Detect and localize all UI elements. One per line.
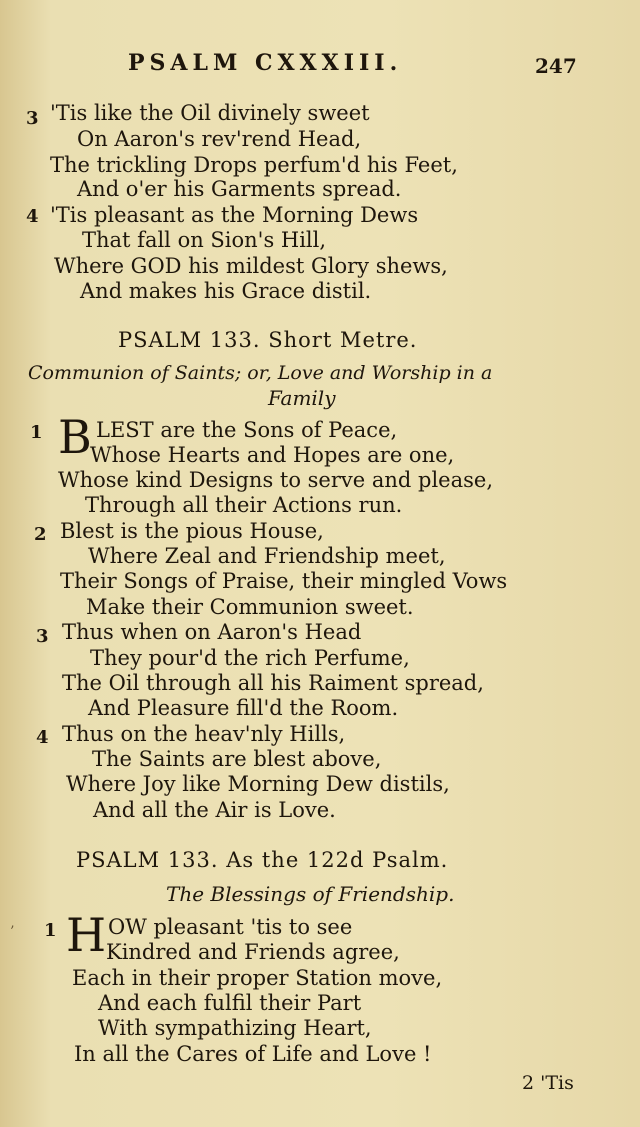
drop-cap: H bbox=[66, 908, 107, 962]
section-heading: PSALM 133. As the 122d Psalm. bbox=[76, 848, 449, 872]
verse-line: The trickling Drops perfum'd his Feet, bbox=[50, 153, 458, 177]
section-subtitle: Communion of Saints; or, Love and Worship in a bbox=[28, 362, 493, 384]
verse-line: 'Tis pleasant as the Morning Dews bbox=[50, 203, 419, 227]
verse-line: On Aaron's rev'rend Head, bbox=[77, 127, 362, 151]
verse-line: Where GOD his mildest Glory shews, bbox=[54, 254, 448, 278]
verse-line: And makes his Grace distil. bbox=[80, 279, 372, 303]
stanza-number: 4 bbox=[36, 727, 49, 748]
verse-line: And o'er his Garments spread. bbox=[77, 177, 402, 201]
verse-line: And all the Air is Love. bbox=[93, 798, 336, 822]
stanza-number: 3 bbox=[36, 626, 49, 647]
stanza-number: 1 bbox=[44, 920, 57, 941]
catchword: 2 'Tis bbox=[522, 1072, 574, 1094]
verse-line: 'Tis like the Oil divinely sweet bbox=[50, 101, 370, 125]
verse-line: In all the Cares of Life and Love ! bbox=[74, 1042, 432, 1066]
verse-line: Whose kind Designs to serve and please, bbox=[58, 468, 494, 492]
verse-line: OW pleasant 'tis to see bbox=[108, 915, 353, 939]
verse-line: Through all their Actions run. bbox=[85, 493, 403, 517]
verse-line: Their Songs of Praise, their mingled Vows bbox=[60, 569, 508, 593]
running-title: PSALM CXXXIII. bbox=[128, 50, 403, 76]
verse-line: Where Zeal and Friendship meet, bbox=[88, 544, 446, 568]
stanza-number: 1 bbox=[30, 422, 43, 443]
verse-line: Whose Hearts and Hopes are one, bbox=[90, 443, 455, 467]
verse-line: Kindred and Friends agree, bbox=[106, 940, 400, 964]
drop-cap: B bbox=[58, 410, 92, 464]
verse-line: Thus on the heav'nly Hills, bbox=[62, 722, 346, 746]
stanza-number: 3 bbox=[26, 108, 39, 129]
verse-line: And Pleasure fill'd the Room. bbox=[88, 696, 399, 720]
verse-line: With sympathizing Heart, bbox=[98, 1016, 372, 1040]
verse-line: Thus when on Aaron's Head bbox=[62, 620, 362, 644]
verse-line: Make their Communion sweet. bbox=[86, 595, 414, 619]
verse-line: That fall on Sion's Hill, bbox=[82, 228, 327, 252]
section-heading: PSALM 133. Short Metre. bbox=[118, 328, 418, 352]
verse-line: Where Joy like Morning Dew distils, bbox=[66, 772, 450, 796]
verse-line: They pour'd the rich Perfume, bbox=[90, 646, 410, 670]
verse-line: The Saints are blest above, bbox=[92, 747, 382, 771]
verse-line: LEST are the Sons of Peace, bbox=[96, 418, 398, 442]
verse-line: The Oil through all his Raiment spread, bbox=[62, 671, 484, 695]
verse-line: And each fulfil their Part bbox=[98, 991, 362, 1015]
ornament-mark: ’ bbox=[10, 924, 15, 940]
running-head bbox=[0, 50, 640, 80]
page-number: 247 bbox=[535, 54, 577, 78]
verse-line: Blest is the pious House, bbox=[60, 519, 324, 543]
stanza-number: 2 bbox=[34, 524, 47, 545]
section-subtitle-cont: Family bbox=[268, 386, 336, 410]
stanza-number: 4 bbox=[26, 206, 39, 227]
verse-line: Each in their proper Station move, bbox=[72, 966, 443, 990]
section-subtitle: The Blessings of Friendship. bbox=[166, 882, 455, 906]
